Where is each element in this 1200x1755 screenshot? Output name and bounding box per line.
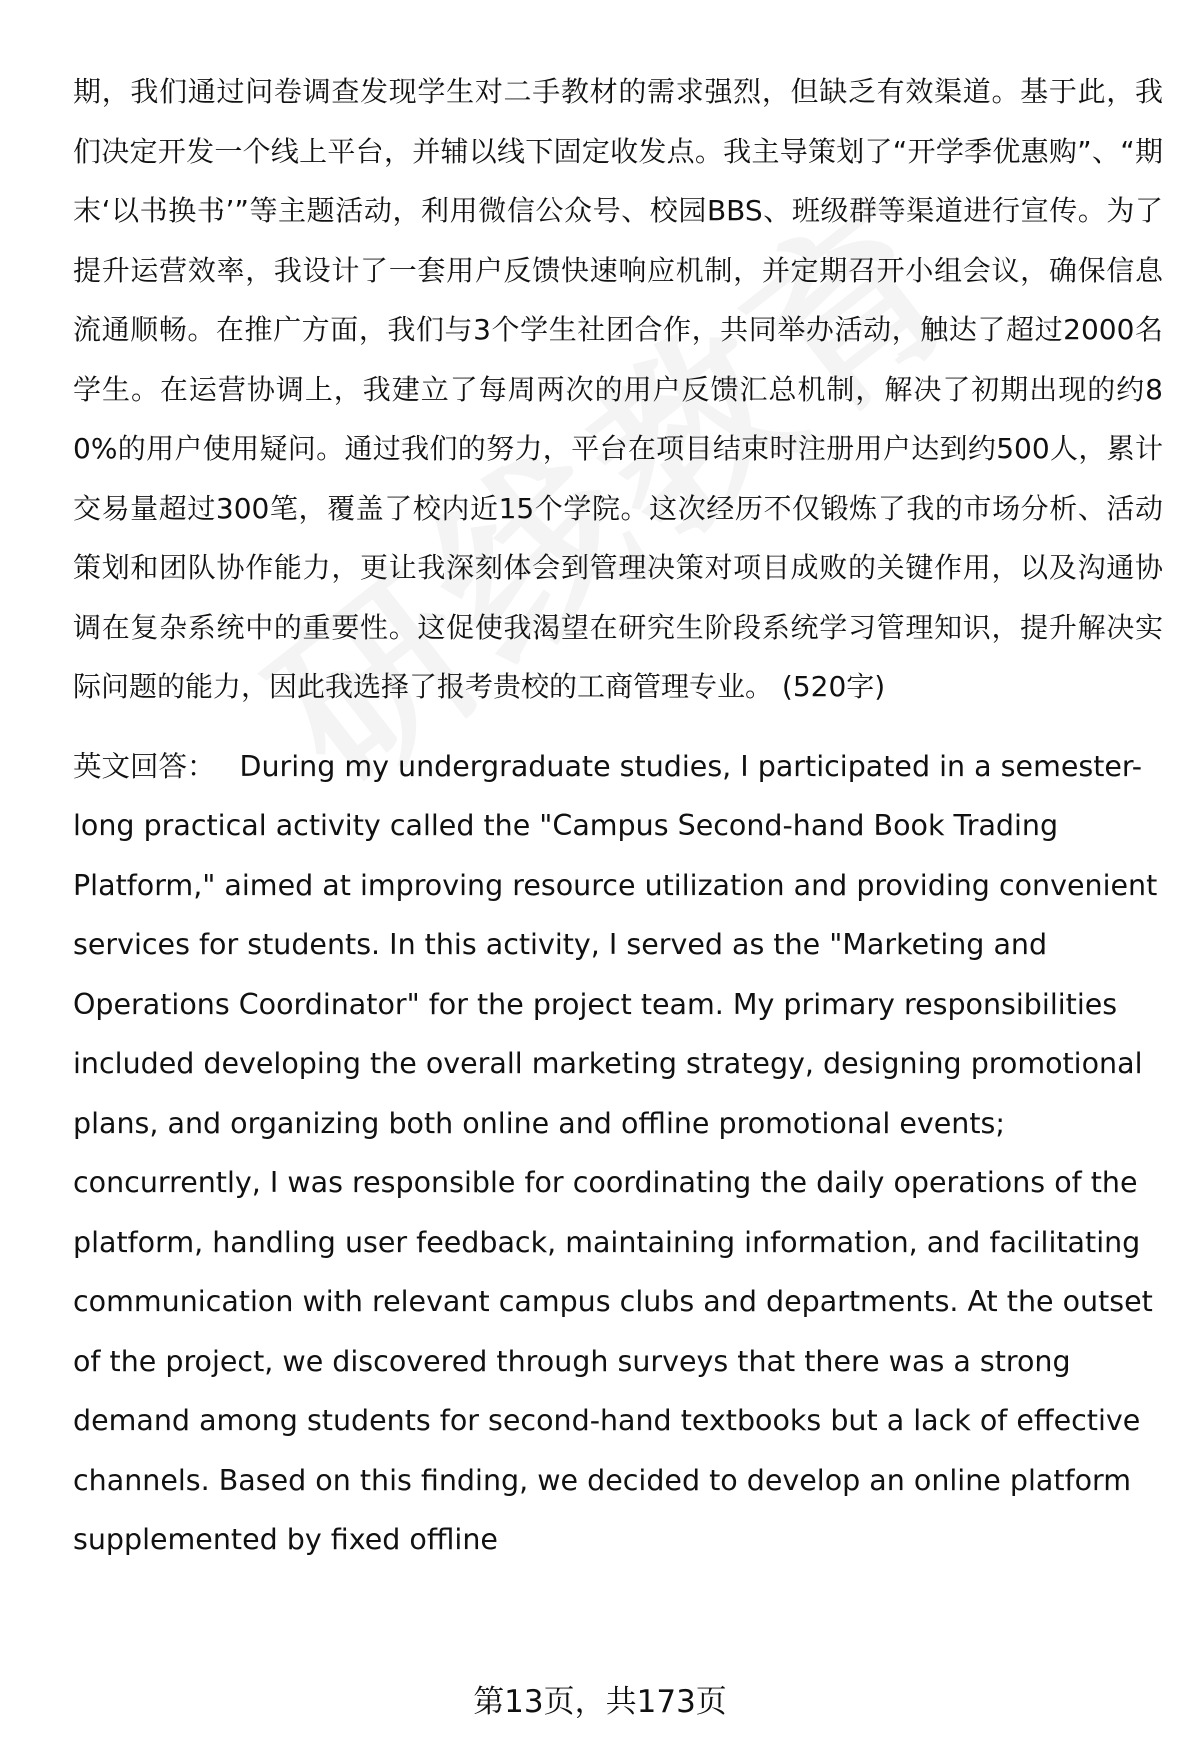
chinese-answer-paragraph: 期，我们通过问卷调查发现学生对二手教材的需求强烈，但缺乏有效渠道。基于此，我们决定开发一个线上平台，并辅以线下固定收发点。我主导策划了“开学季优惠购”、“期末‘以书换书’”等主题活动，利用微信公众号、校园BBS、班级群等渠道进行宣传。为了提升运营效率，我设计了一套用户反馈快速响应机制，并定期召开小组会议，确保信息流通顺畅。在推广方面，我们与3个学生社团合作，共同举办活动，触达了超过2000名学生。在运营协调上，我建立了每周两次的用户反馈汇总机制，解决了初期出现的约80%的用户使用疑问。通过我们的努力，平台在项目结束时注册用户达到约500人，累计交易量超过300笔，覆盖了校内近15个学院。这次经历不仅锻炼了我的市场分析、活动策划和团队协作能力，更让我深刻体会到管理决策对项目成败的关键作用，以及沟通协调在复杂系统中的重要性。这促使我渴望在研究生阶段系统学习管理知识，提升解决实际问题的能力，因此我选择了报考贵校的工商管理专业。 (520字)	[73, 75, 1163, 703]
english-answer-text: During my undergraduate studies, I participated in a semester-long practical activity called the "Campus Second-hand Book Trading Platform," aimed at improving resource utilization and providing convenient services for students. In this activity, I served as the "Marketing and Operations Coordinator" for the project team. My primary responsibilities included developing the overall marketing strategy, designing promotional plans, and organizing both online and offline promotional events; concurrently, I was responsible for coordinating the daily operations of the platform, handling user feedback, maintaining information, and facilitating communication with relevant campus clubs and departments. At the outset of the project, we discovered through surveys that there was a strong demand among students for second-hand textbooks but a lack of effective channels. Based on this finding, we decided to develop an online platform supplemented by fixed offline	[73, 749, 1158, 1556]
english-answer-paragraph	[73, 737, 1163, 1570]
document-body	[73, 62, 1163, 1570]
page-number: 第13页，共173页	[473, 1684, 727, 1720]
english-answer-label: 英文回答：	[73, 749, 216, 783]
